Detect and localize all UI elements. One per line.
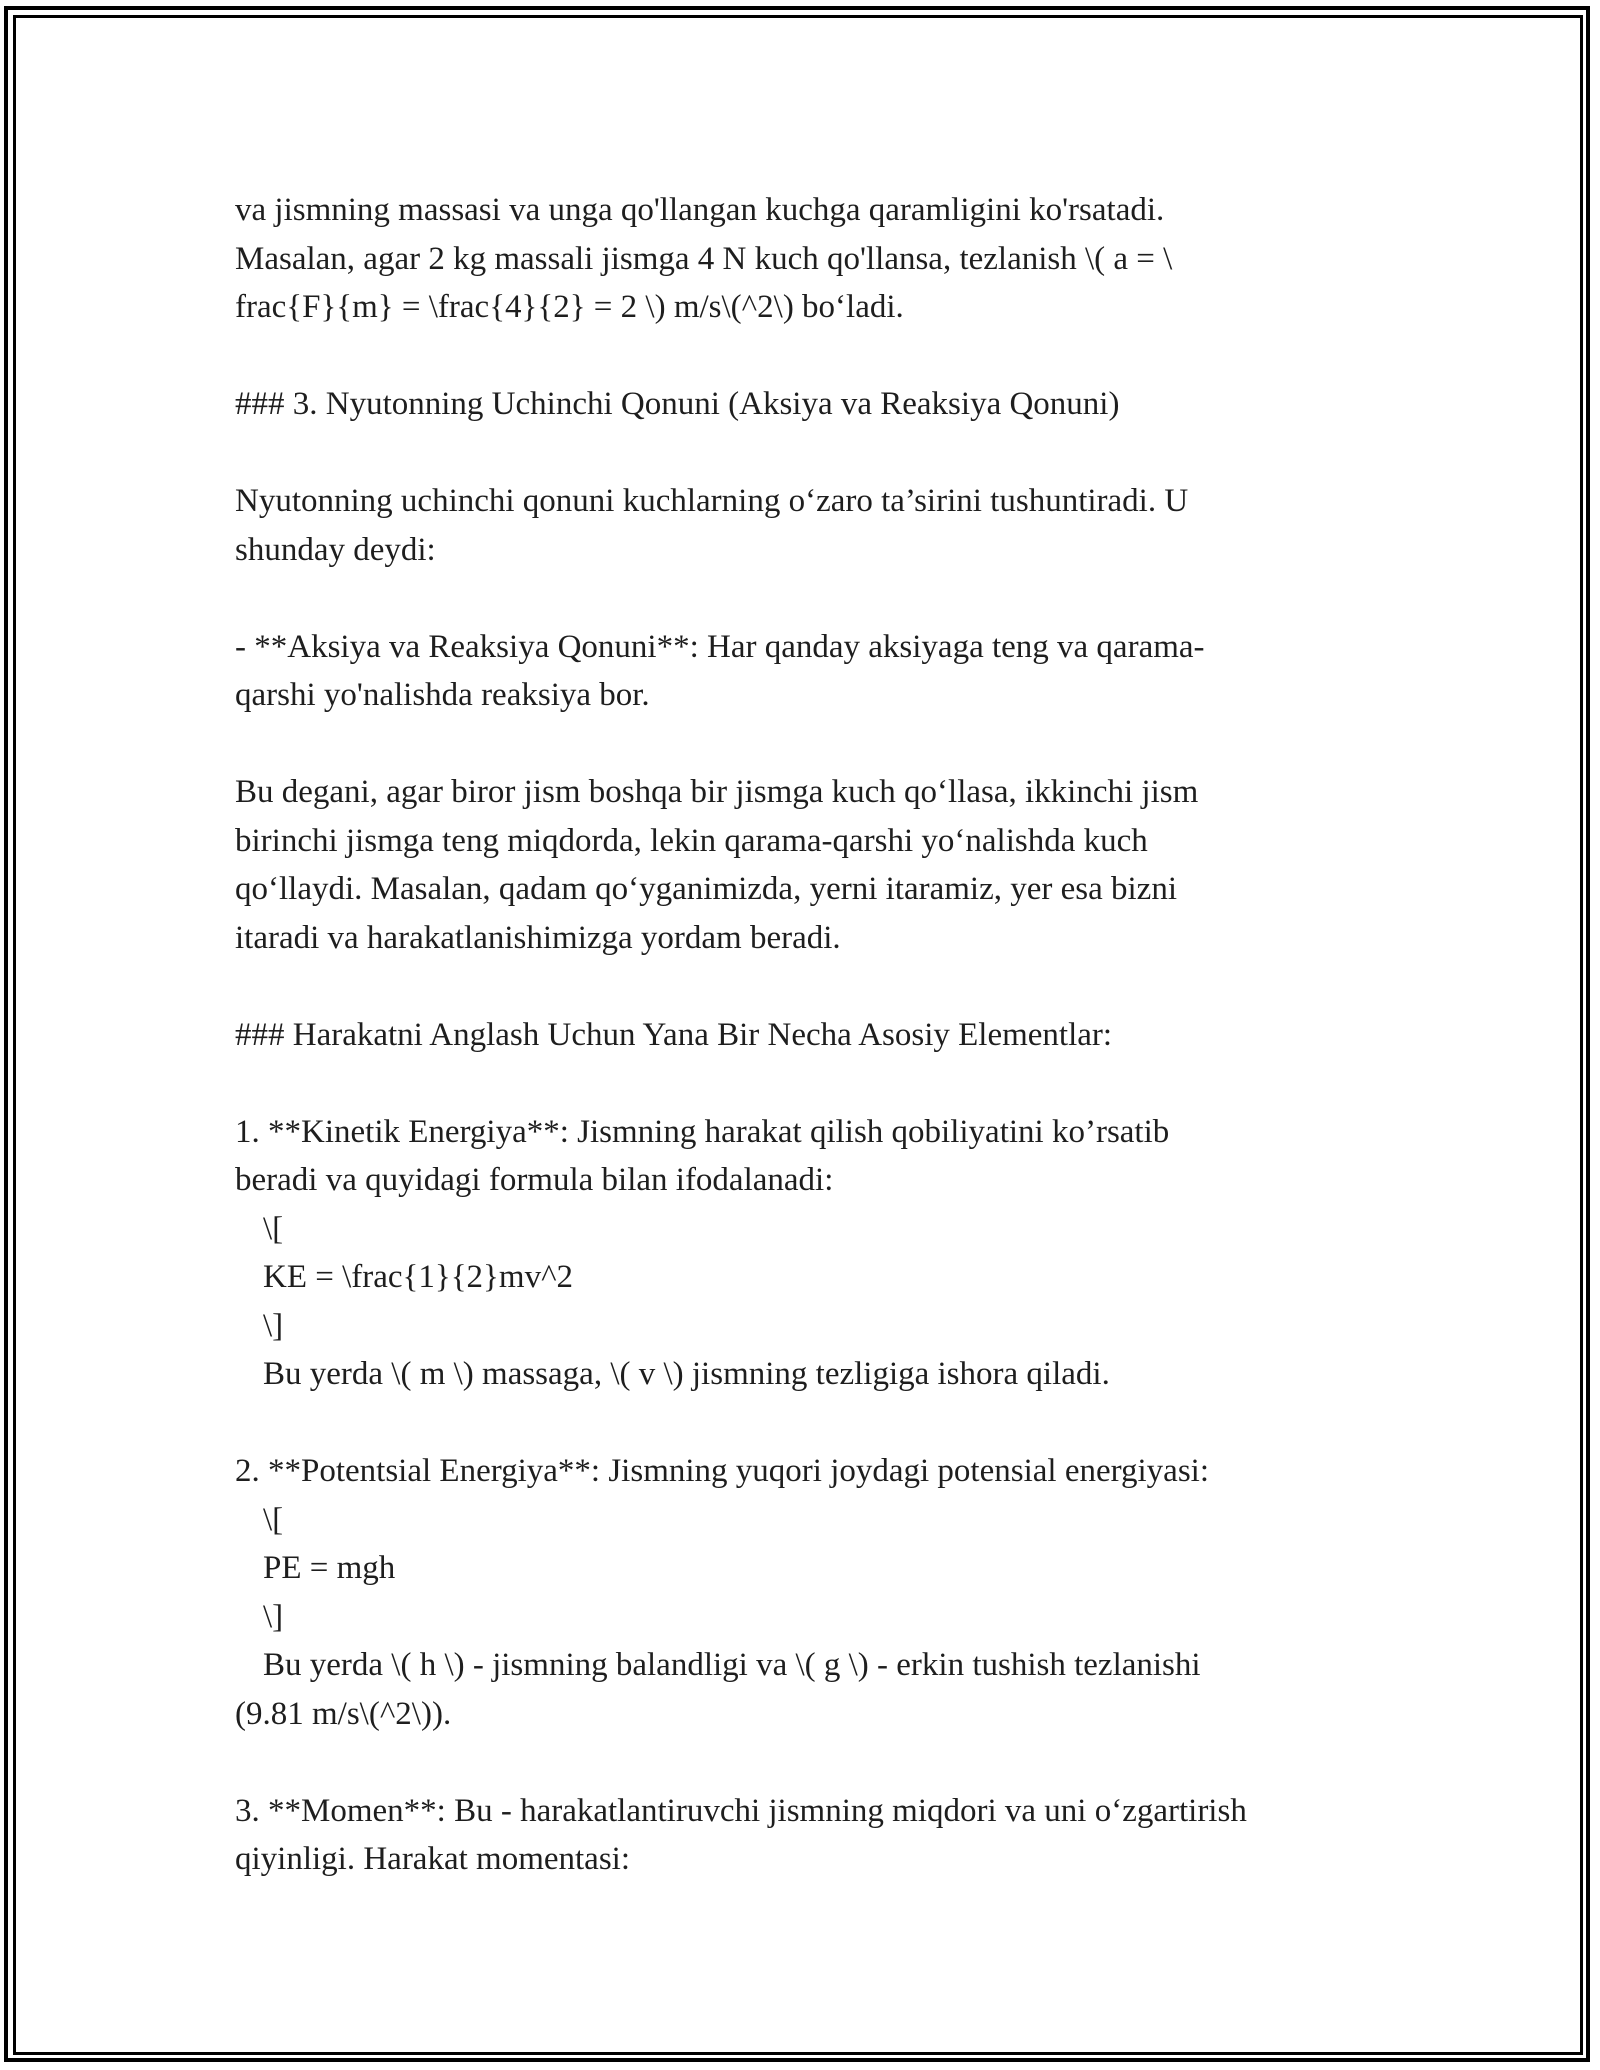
paragraph-line: Nyutonning uchinchi qonuni kuchlarning o‘zaro ta’sirini tushuntiradi. U (235, 483, 1189, 519)
formula-line: PE = mgh (263, 1550, 396, 1586)
paragraph-line: frac{F}{m} = \frac{4}{2} = 2 \) m/s\(^2\) bo‘ladi. (235, 289, 904, 325)
list-item-line: 1. **Kinetik Energiya**: Jismning harakat qilish qobiliyatini ko’rsatib (235, 1113, 1170, 1150)
list-item-line: 3. **Momen**: Bu - harakatlantiruvchi jismning miqdori va uni o‘zgartirish (235, 1792, 1247, 1829)
section-heading: ### Harakatni Anglash Uchun Yana Bir Necha Asosiy Elementlar: (235, 1016, 1113, 1053)
bullet-line: qarshi yo'nalishda reaksiya bor. (235, 677, 650, 713)
paragraph-line: shunday deydi: (235, 531, 436, 568)
formula-line: \] (263, 1598, 284, 1635)
bullet-line: - **Aksiya va Reaksiya Qonuni**: Har qanday aksiyaga teng va qarama- (235, 628, 1205, 665)
paragraph-line: Masalan, agar 2 kg massali jismga 4 N kuch qo'llansa, tezlanish \( a = \ (235, 240, 1173, 277)
formula-line: \] (263, 1307, 284, 1344)
paragraph-line: itaradi va harakatlanishimizga yordam beradi. (235, 919, 841, 956)
section-heading: ### 3. Nyutonning Uchinchi Qonuni (Aksiya va Reaksiya Qonuni) (235, 386, 1120, 422)
paragraph-line: Bu degani, agar biror jism boshqa bir jismga kuch qo‘llasa, ikkinchi jism (235, 774, 1199, 810)
list-item-line: qiyinligi. Harakat momentasi: (235, 1841, 631, 1877)
paragraph-line: va jismning massasi va unga qo'llangan kuchga qaramligini ko'rsatadi. (235, 192, 1165, 228)
formula-note: Bu yerda \( h \) - jismning balandligi va \( g \) - erkin tushish tezlanishi (263, 1647, 1201, 1683)
paragraph-line: birinchi jismga teng miqdorda, lekin qarama-qarshi yo‘nalishda kuch (235, 822, 1148, 859)
list-item-line: 2. **Potentsial Energiya**: Jismning yuqori joydagi potensial energiyasi: (235, 1453, 1209, 1489)
formula-note: (9.81 m/s\(^2\)). (235, 1695, 452, 1732)
document-body (235, 186, 1385, 1884)
formula-line: \[ (263, 1501, 284, 1538)
paragraph-line: qo‘llaydi. Masalan, qadam qo‘yganimizda, yerni itaramiz, yer esa bizni (235, 871, 1177, 907)
formula-line: \[ (263, 1210, 284, 1247)
formula-line: KE = \frac{1}{2}mv^2 (263, 1259, 574, 1295)
list-item-line: beradi va quyidagi formula bilan ifodalanadi: (235, 1162, 834, 1198)
formula-note: Bu yerda \( m \) massaga, \( v \) jismning tezligiga ishora qiladi. (263, 1356, 1110, 1392)
